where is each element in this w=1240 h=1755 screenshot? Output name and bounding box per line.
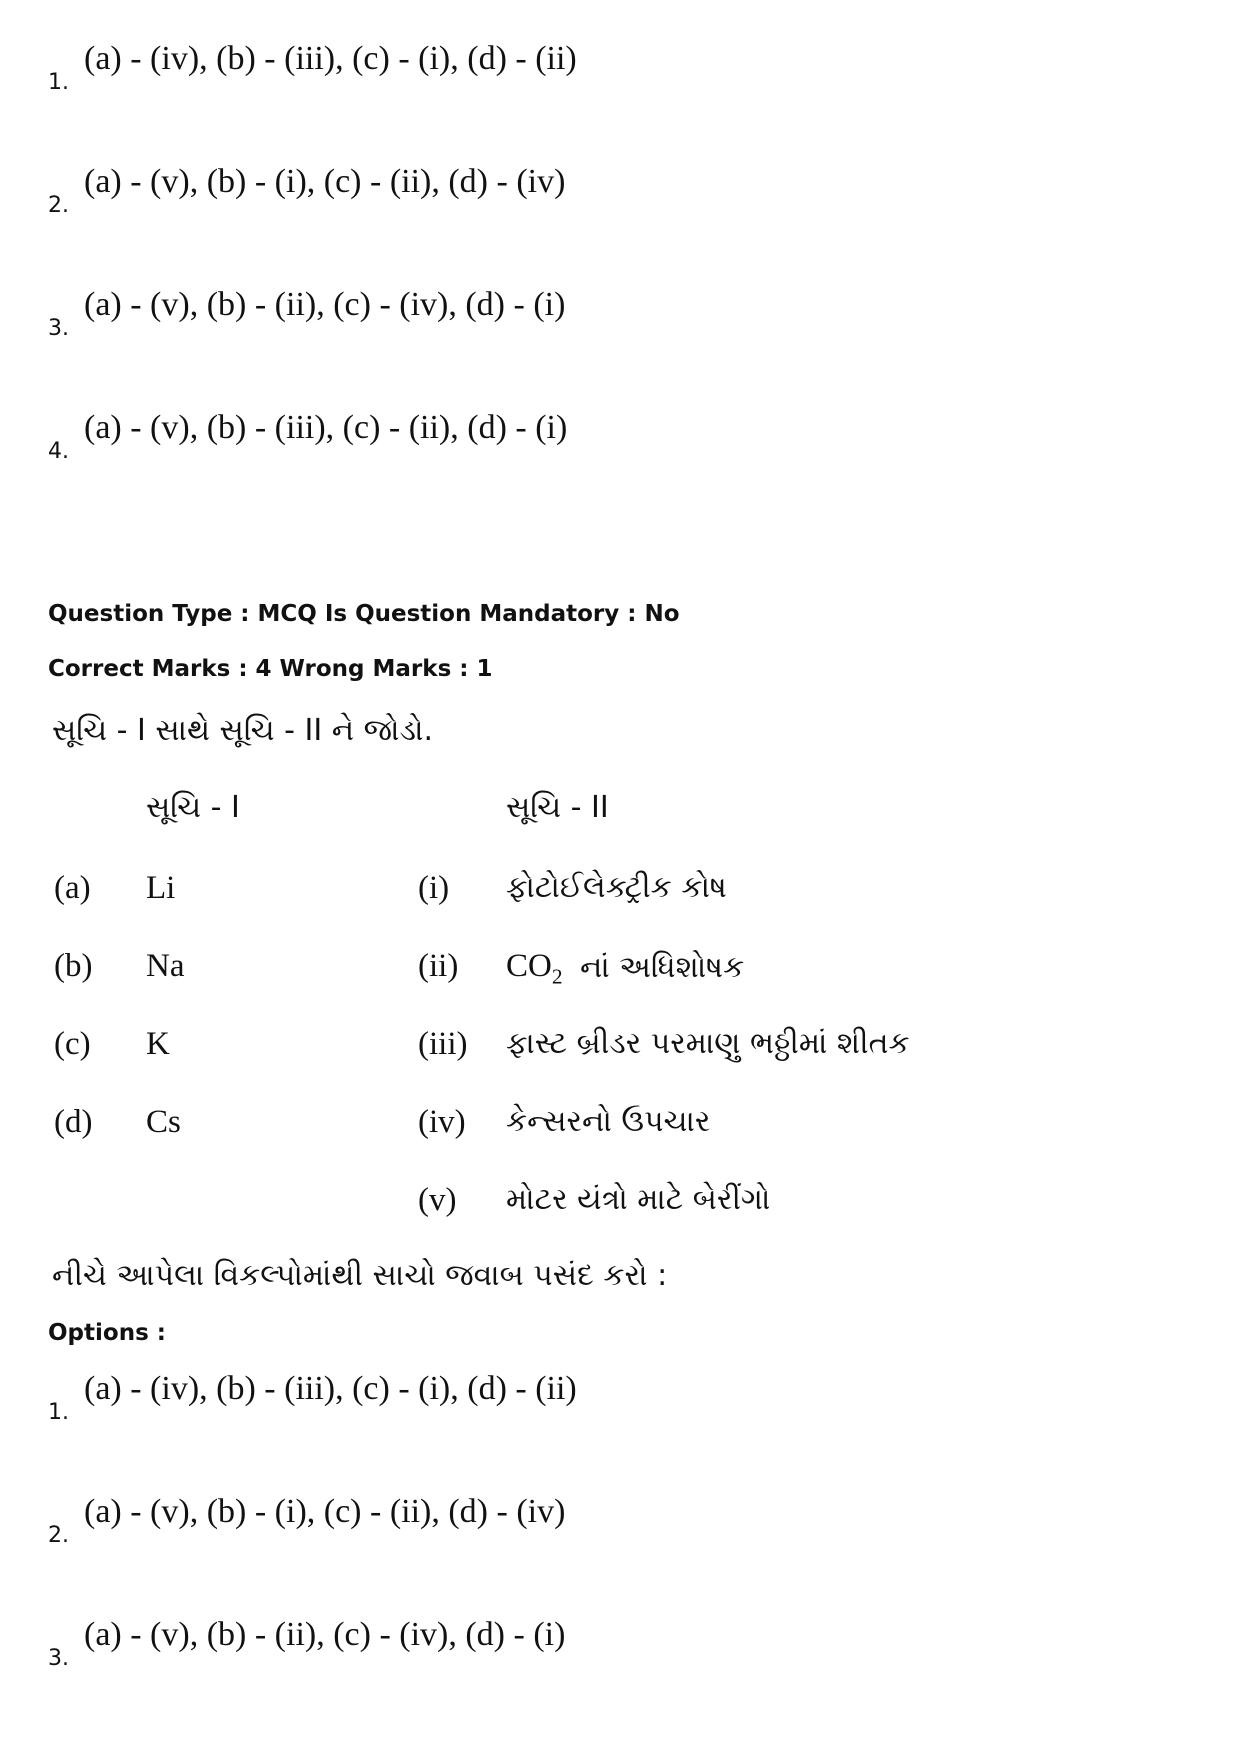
instruction-text: નીચે આપેલા વિકલ્પોમાંથી સાચો જવાબ પસંદ કરો : bbox=[52, 1258, 668, 1293]
option-text: (a) - (v), (b) - (ii), (c) - (iv), (d) - (i) bbox=[84, 286, 566, 323]
list1-value: Li bbox=[146, 870, 176, 906]
list1-label: (a) bbox=[54, 870, 91, 906]
list2-value: મોટર યંત્રો માટે બેરીંગો bbox=[506, 1182, 771, 1217]
list2-label: (ii) bbox=[418, 948, 459, 984]
list2-value: કેન્સરનો ઉપચાર bbox=[506, 1104, 711, 1139]
option-text: (a) - (v), (b) - (iii), (c) - (ii), (d) - (i) bbox=[84, 409, 568, 446]
list2-value: નાં અધિશોષક bbox=[580, 950, 745, 985]
option-text: (a) - (v), (b) - (ii), (c) - (iv), (d) - (i) bbox=[84, 1616, 566, 1653]
option-text: (a) - (v), (b) - (i), (c) - (ii), (d) - (iv) bbox=[84, 1493, 566, 1530]
list2-value: ફાસ્ટ બ્રીડર પરમાણુ ભઠ્ઠીમાં શીતક bbox=[506, 1026, 910, 1061]
options-heading: Options : bbox=[48, 1320, 166, 1346]
list1-label: (d) bbox=[54, 1104, 93, 1140]
option-number: 1. bbox=[48, 70, 69, 95]
list1-value: Na bbox=[146, 948, 185, 984]
co2-subscript: 2 bbox=[551, 964, 563, 989]
option-number: 3. bbox=[48, 316, 69, 341]
list1-value: Cs bbox=[146, 1104, 181, 1140]
list2-label: (iv) bbox=[418, 1104, 466, 1140]
option-number: 3. bbox=[48, 1646, 69, 1671]
option-number: 2. bbox=[48, 1523, 69, 1548]
option-number: 1. bbox=[48, 1400, 69, 1425]
option-text: (a) - (iv), (b) - (iii), (c) - (i), (d) - (ii) bbox=[84, 1370, 577, 1407]
list1-label: (c) bbox=[54, 1026, 91, 1062]
option-number: 2. bbox=[48, 193, 69, 218]
co2-formula bbox=[506, 948, 563, 990]
option-number: 4. bbox=[48, 439, 69, 464]
marks-line: Correct Marks : 4 Wrong Marks : 1 bbox=[48, 656, 493, 682]
co2-main: CO bbox=[506, 948, 552, 984]
list2-label: (v) bbox=[418, 1182, 457, 1218]
question-type-line: Question Type : MCQ Is Question Mandatory : No bbox=[48, 601, 680, 627]
list2-label: (i) bbox=[418, 870, 450, 906]
option-text: (a) - (v), (b) - (i), (c) - (ii), (d) - (iv) bbox=[84, 163, 566, 200]
list2-value: ફોટોઈલેક્ટ્રીક કોષ bbox=[506, 870, 727, 905]
question-prompt: સૂચિ - I સાથે સૂચિ - II ને જોડો. bbox=[52, 713, 434, 748]
option-text: (a) - (iv), (b) - (iii), (c) - (i), (d) - (ii) bbox=[84, 40, 577, 77]
list2-label: (iii) bbox=[418, 1026, 468, 1062]
list1-header: સૂચિ - I bbox=[146, 790, 240, 825]
list1-value: K bbox=[146, 1026, 170, 1062]
list1-label: (b) bbox=[54, 948, 93, 984]
list2-header: સૂચિ - II bbox=[506, 790, 609, 825]
